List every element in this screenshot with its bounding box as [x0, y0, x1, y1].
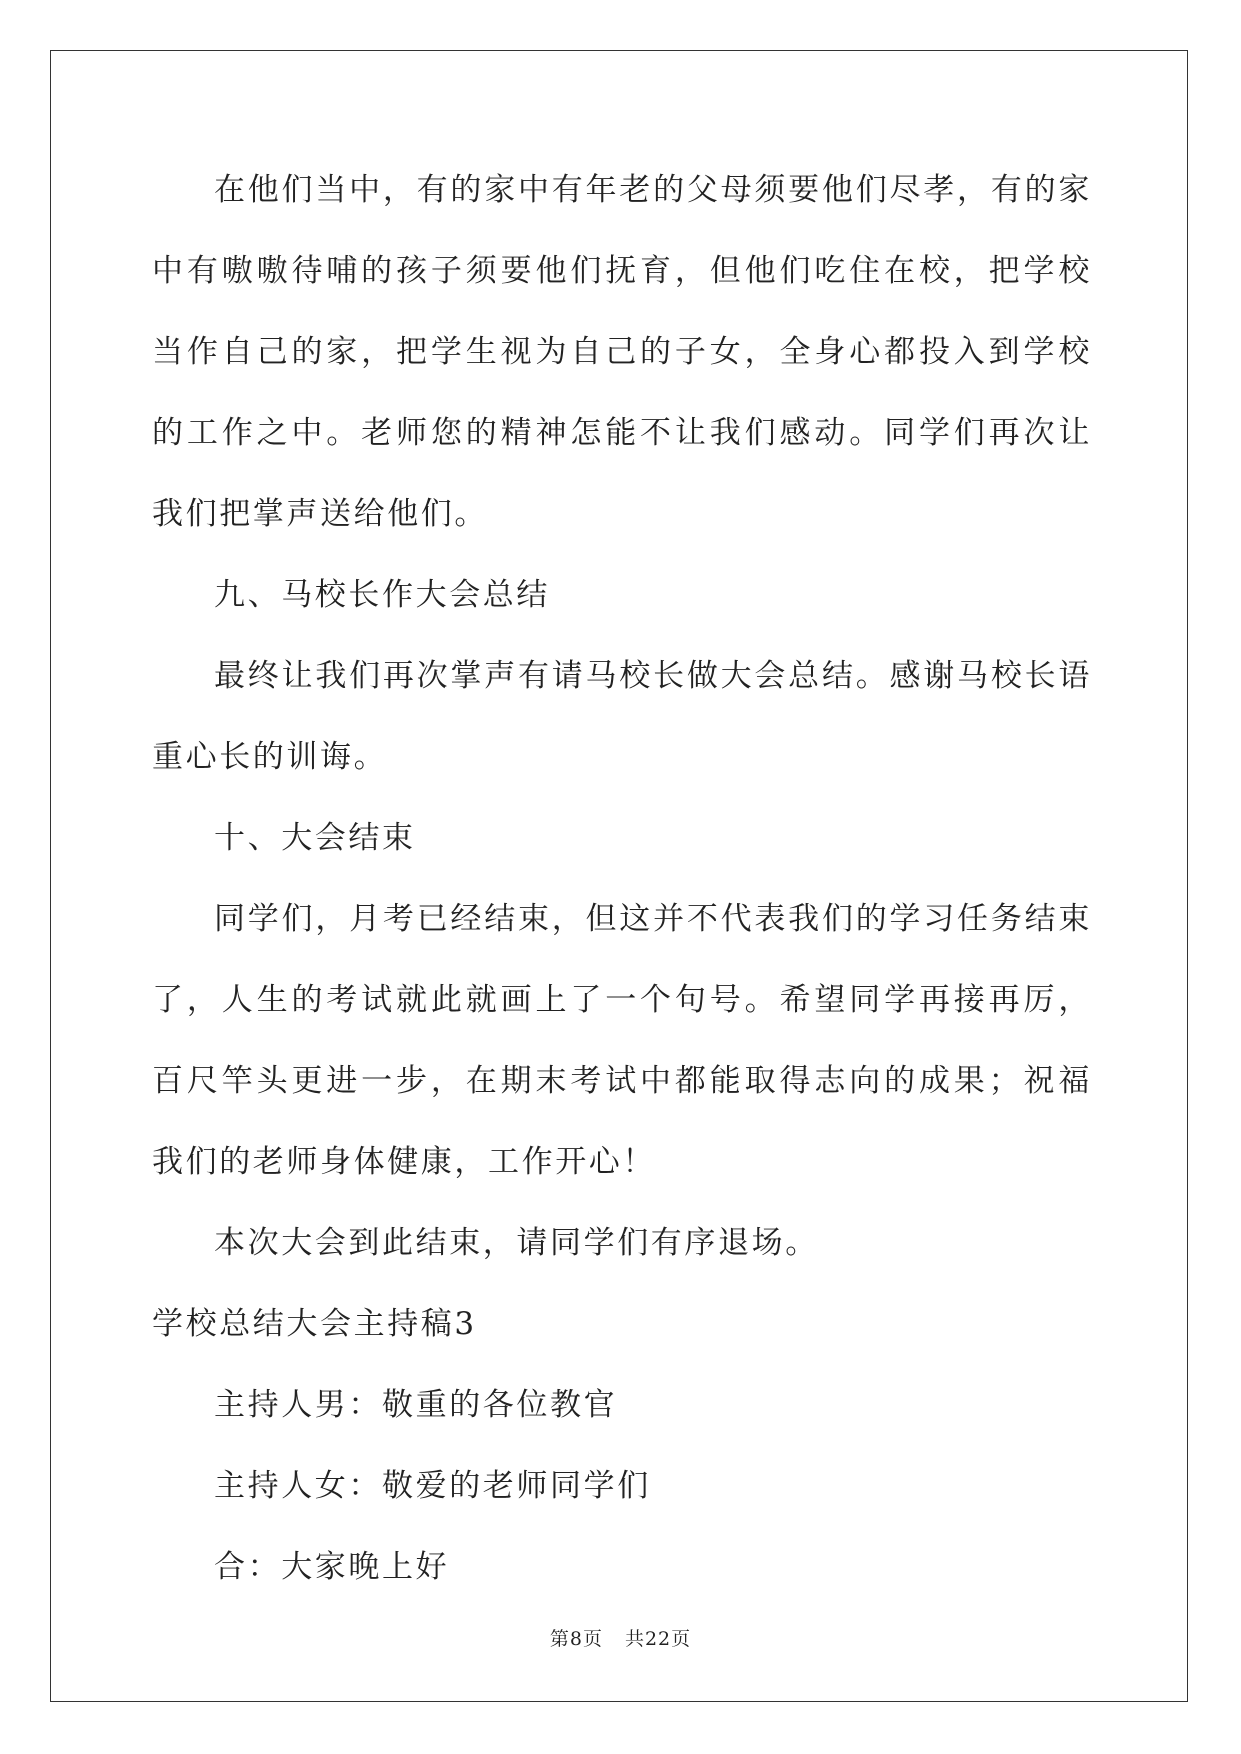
section-heading-meeting-end: 十、大会结束	[214, 820, 416, 856]
paragraph-dismissal: 本次大会到此结束，请同学们有序退场。	[214, 1225, 819, 1261]
page-number: 第8页	[549, 1628, 603, 1650]
paragraph-both-hosts: 合：大家晚上好	[214, 1549, 450, 1585]
paragraph-male-host: 主持人男：敬重的各位教官	[214, 1387, 618, 1423]
document-body	[152, 150, 1092, 1608]
paragraph-teachers-dedication: 在他们当中，有的家中有年老的父母须要他们尽孝，有的家中有嗷嗷待哺的孩子须要他们抚育，但他们吃住在校，把学校当作自己的家，把学生视为自己的子女，全身心都投入到学校的工作之中。老师您的精神怎能不让我们感动。同学们再次让我们把掌声送给他们。	[152, 172, 1092, 532]
paragraph-closing-remarks: 同学们，月考已经结束，但这并不代表我们的学习任务结束了，人生的考试就此就画上了一个句号。希望同学再接再厉，百尺竿头更进一步，在期末考试中都能取得志向的成果；祝福我们的老师身体健康，工作开心！	[152, 901, 1092, 1180]
paragraph-female-host: 主持人女：敬爱的老师同学们	[214, 1468, 651, 1504]
page-footer	[0, 1624, 1241, 1651]
document-title-script-3: 学校总结大会主持稿3	[152, 1306, 477, 1342]
page-total: 共22页	[624, 1628, 692, 1650]
paragraph-principal-summary: 最终让我们再次掌声有请马校长做大会总结。感谢马校长语重心长的训诲。	[152, 658, 1092, 775]
section-heading-principal-summary: 九、马校长作大会总结	[214, 577, 550, 613]
